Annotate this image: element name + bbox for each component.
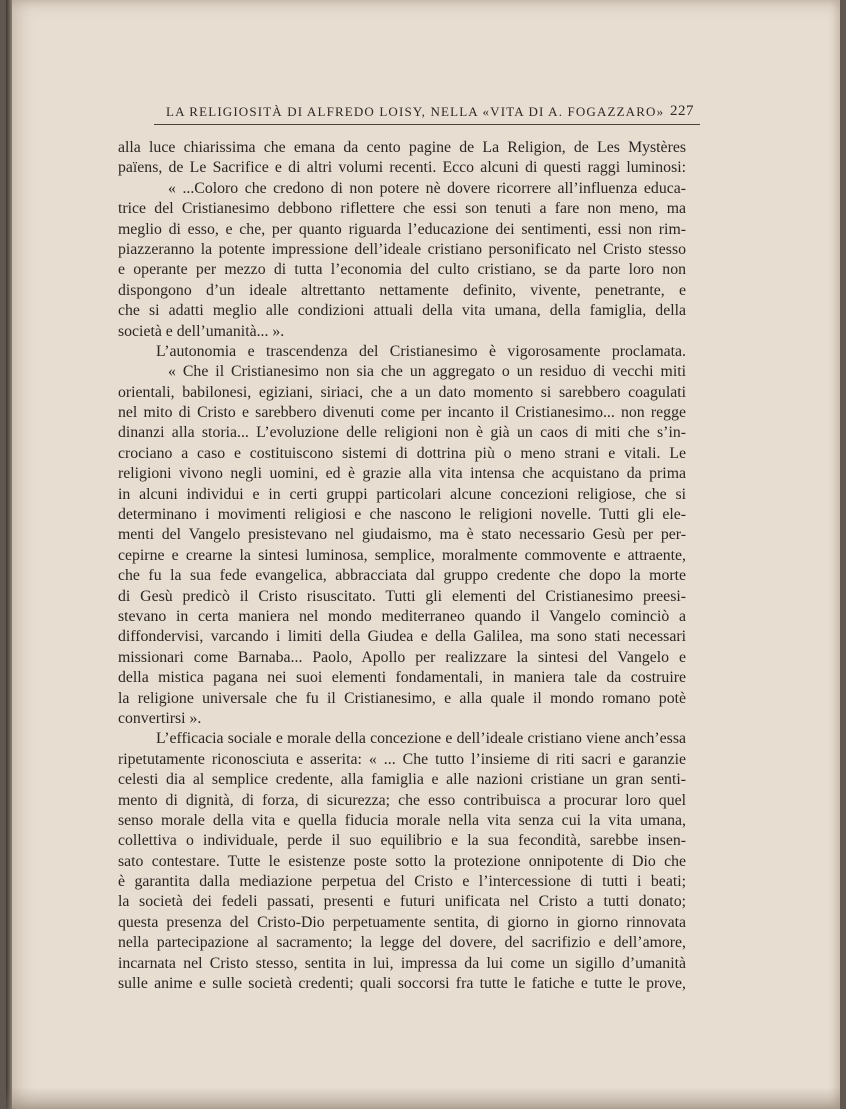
text-line: païens, de Le Sacrifice e di altri volumi recenti. Ecco alcuni di questi raggi luminosi: — [118, 159, 686, 177]
text-line: determinano i movimenti religiosi e che nascono le religioni novelle. Tutti gli ele- — [118, 506, 686, 524]
text-line: missionari come Barnaba... Paolo, Apollo per realizzare la sintesi del Vangelo e — [118, 648, 686, 666]
text-line: in alcuni individui e in certi gruppi particolari alcune concezioni religiose, che si — [118, 485, 686, 503]
text-line: meglio di esso, e che, per quanto riguarda l’educazione dei sentimenti, essi non rim- — [118, 220, 686, 238]
text-line: trice del Cristianesimo debbono riflettere che essi son tenuti a fare non meno, ma — [118, 200, 686, 218]
body-text — [118, 138, 686, 994]
text-line: nella partecipazione al sacramento; la legge del dovere, del sacrifizio e dell’amore, — [118, 934, 686, 952]
text-line: cepirne e crearne la sintesi luminosa, semplice, moralmente commovente e attraente, — [118, 546, 686, 564]
text-line: stevano in certa maniera nel mondo mediterraneo quando il Vangelo cominciò a — [118, 607, 686, 625]
text-line: « Che il Cristianesimo non sia che un aggregato o un residuo di vecchi miti — [168, 363, 686, 381]
text-line: senso morale della vita e quella fiducia morale nella vita senza cui la vita umana, — [118, 811, 686, 829]
text-line: nel mito di Cristo e sarebbero divenuti come per incanto il Cristianesimo... non regge — [118, 404, 686, 422]
book-page — [6, 0, 840, 1109]
text-line: incarnata nel Cristo stesso, sentita in lui, impressa da lui come un sigillo d’umanità — [118, 954, 686, 972]
text-line: menti del Vangelo presistevano nel giudaismo, ma è stato necessario Gesù per per- — [118, 526, 686, 544]
text-line: religioni vivono negli uomini, ed è grazie alla vita intensa che acquistano da prima — [118, 465, 686, 483]
text-line: dispongono d’un ideale altrettanto nettamente definito, vivente, penetrante, e — [118, 281, 686, 299]
text-line: di Gesù predicò il Cristo risuscitato. Tutti gli elementi del Cristianesimo preesi- — [118, 587, 686, 605]
text-line: che si adatti meglio alle condizioni attuali della vita umana, della famiglia, della — [118, 302, 686, 320]
text-line: convertirsi ». — [118, 709, 202, 727]
text-line: piazzeranno la potente impressione dell’ideale cristiano personificato nel Cristo stesso — [118, 240, 686, 258]
page-bottom-edge — [6, 1087, 840, 1109]
text-line: sato contestare. Tutte le esistenze poste sotto la protezione onnipotente di Dio che — [118, 852, 686, 870]
text-line: ripetutamente riconosciuta e asserita: « ... Che tutto l’insieme di riti sacri e garanzie — [118, 750, 686, 768]
page-number: 227 — [670, 103, 694, 119]
text-line: L’efficacia sociale e morale della concezione e dell’ideale cristiano viene anch’essa — [156, 730, 686, 748]
text-line: della mistica pagana nei suoi elementi fondamentali, in maniera tale da costruire — [118, 669, 686, 687]
text-line: orientali, babilonesi, egiziani, siriaci, che a un dato momento si sarebbero coagulati — [118, 383, 686, 401]
text-line: sulle anime e sulle società credenti; quali soccorsi fra tutte le fatiche e tutte le prove, — [118, 975, 686, 993]
text-line: che fu la sua fede evangelica, abbracciata dal gruppo credente che dopo la morte — [118, 567, 686, 585]
text-line: L’autonomia e trascendenza del Cristianesimo è vigorosamente proclamata. — [156, 342, 686, 360]
text-line: la società dei fedeli passati, presenti e futuri unificata nel Cristo a tutti donato; — [118, 893, 686, 911]
header-rule — [154, 124, 700, 125]
text-line: diffondervisi, varcando i limiti della Giudea e della Galilea, ma sono stati necessari — [118, 628, 686, 646]
page-gutter-shadow — [6, 0, 12, 1109]
text-line: mento di dignità, di forza, di sicurezza; che esso contribuisca a procurar loro quel — [118, 791, 686, 809]
text-line: società e dell’umanità... ». — [118, 322, 285, 340]
text-line: crociano a caso e costituiscono sistemi di dottrina più o meno strani e vitali. Le — [118, 444, 686, 462]
text-line: la religione universale che fu il Cristianesimo, e alla quale il mondo romano potè — [118, 689, 686, 707]
text-line: « ...Coloro che credono di non potere nè dovere ricorrere all’influenza educa- — [168, 179, 686, 197]
text-line: dinanzi alla storia... L’evoluzione delle religioni non è già un caos di miti che s’in- — [118, 424, 686, 442]
text-line: questa presenza del Cristo-Dio perpetuamente sentita, di giorno in giorno rinnovata — [118, 913, 686, 931]
running-title: LA RELIGIOSITÀ DI ALFREDO LOISY, NELLA «VITA DI A. FOGAZZARO» — [166, 104, 665, 119]
running-head — [166, 104, 694, 126]
text-line: collettiva o individuale, perde il suo equilibrio e la sua fecondità, sarebbe insen- — [118, 832, 686, 850]
text-line: alla luce chiarissima che emana da cento pagine de La Religion, de Les Mystères — [118, 139, 686, 156]
text-line: celesti dia al semplice credente, alla famiglia e alle nazioni cristiane un gran senti- — [118, 771, 686, 789]
text-line: è garantita dalla mediazione perpetua del Cristo e l’intercessione di tutti i beati; — [118, 873, 686, 891]
text-line: e operante per mezzo di tutta l’economia del culto cristiano, se da parte loro non — [118, 261, 686, 279]
